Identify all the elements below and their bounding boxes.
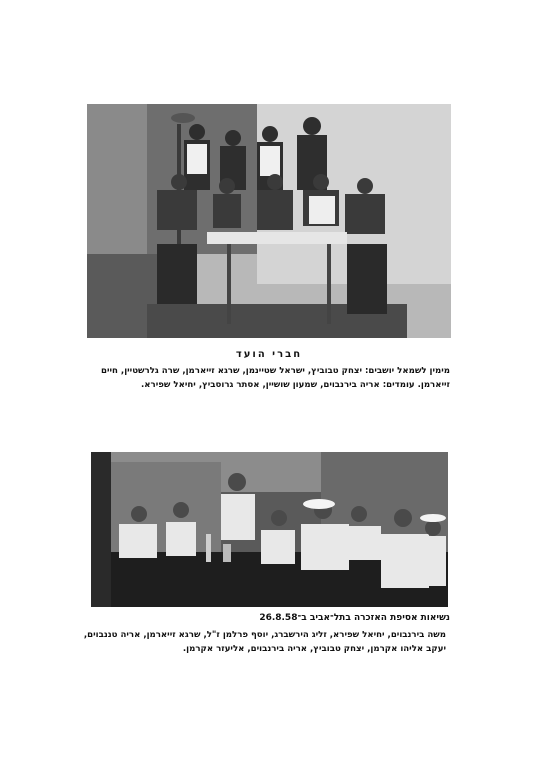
committee-caption xyxy=(101,364,450,392)
assembly-caption-line-1: משה בירנבוים, יחיאל שפירא, זליג הירשברג, יוסף פרלמן ז"ל, שרגא זייארמן, אריה טננבוים, xyxy=(83,630,446,640)
committee-caption-line-2: זייארמן. עומדים: אריה בירנבוים, שמעון שושיין, אסתר גרוסביץ, יחיאל שפירא. xyxy=(141,380,450,390)
committee-photo xyxy=(87,104,451,338)
committee-caption-line-1: מימין לשמאל יושבים: יצחק טבוביץ, ישראל שטיינמן, שרגא זייארמן, שרה גלרשטיין, חיים xyxy=(100,366,450,376)
assembly-photo xyxy=(91,452,448,607)
assembly-caption-line-2: יעקב אליהו אקרמן, יצחק טבוביץ, אריה בירנבוים, אליעזר אקרמן. xyxy=(182,644,446,654)
committee-heading: חברי הועד xyxy=(235,349,303,360)
assembly-heading: נשיאות אסיפת האזכרה בתל־אביב ב־26.8.58 xyxy=(259,613,450,623)
assembly-caption xyxy=(84,628,446,656)
